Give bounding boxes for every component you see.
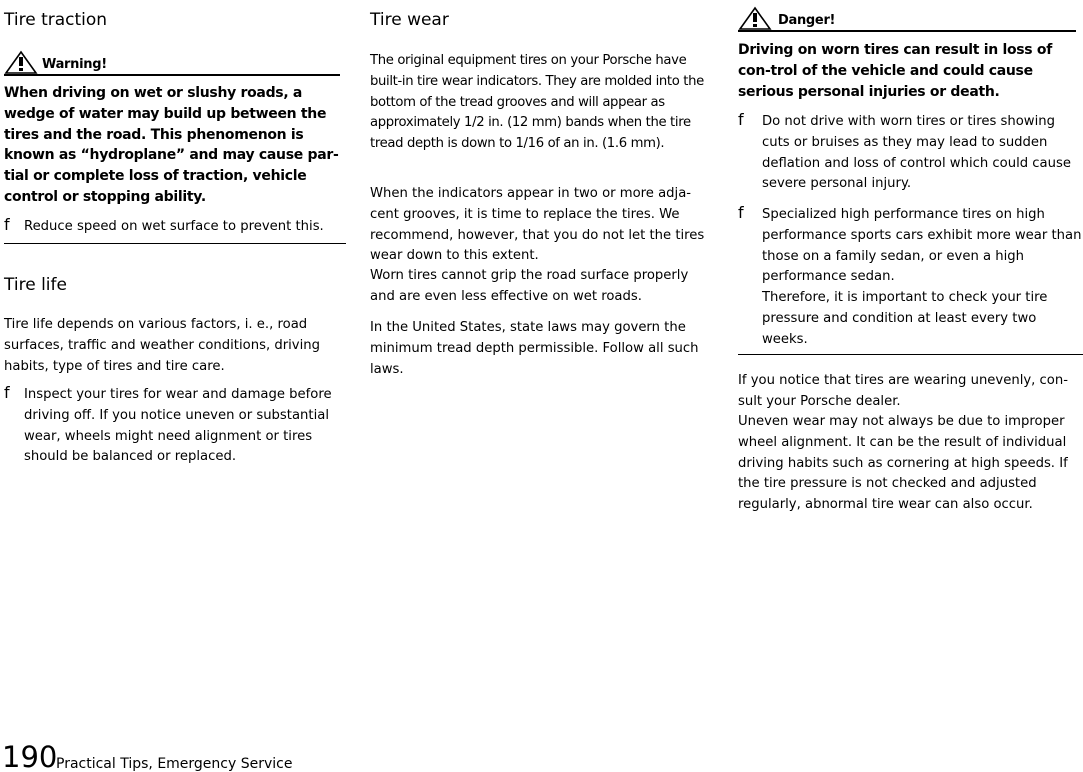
tire-wear-paragraph-2: When the indicators appear in two or more adja-cent grooves, it is time to replace the tires. We recommend, however, that you do not let the tires wear down to this extent.: [370, 186, 705, 264]
tire-life-paragraph: Tire life depends on various factors, i. e., road surfaces, traffic and weather conditions, driving habits, type of tires and tire care.: [4, 317, 320, 374]
warning-triangle-icon: [738, 6, 772, 30]
warning-header: [4, 50, 340, 76]
bullet-icon: f: [4, 383, 10, 402]
page-number: 190: [2, 740, 58, 772]
bullet-icon: f: [738, 110, 744, 129]
danger-bullet-2: [738, 205, 1083, 351]
bullet-icon: f: [4, 215, 10, 234]
tire-wear-paragraph-1: The original equipment tires on your Porsche have built-in tire wear indicators. They are molded into the bottom of the tread grooves and will appear as approximately 1/2 in. (12 mm) bands when the tire tread depth is down to 1/16 of an in. (1.6 mm).: [370, 53, 704, 152]
bullet-text: Inspect your tires for wear and damage before driving off. If you notice uneven or substantial wear, wheels might need alignment or tires should be balanced or replaced.: [24, 387, 332, 465]
warning-text: When driving on wet or slushy roads, a wedge of water may build up between the tires and the road. This phenomenon is known as “hydroplane” and may cause par-tial or complete loss of traction, vehicle control or stopping ability.: [4, 85, 339, 205]
heading-tire-life: Tire life: [4, 275, 67, 295]
uneven-wear-paragraph-2: Uneven wear may not always be due to improper wheel alignment. It can be the result of individual driving habits such as cornering at high speeds. If the tire pressure is not checked and adjusted regularly, abnormal tire wear can also occur.: [738, 414, 1068, 513]
warning-triangle-icon: [4, 50, 38, 74]
divider: [4, 243, 346, 244]
tire-life-bullet: [4, 385, 346, 468]
bullet-text: Reduce speed on wet surface to prevent this.: [24, 219, 324, 234]
bullet-text: Do not drive with worn tires or tires showing cuts or bruises as they may lead to sudden deflation and loss of control which could cause severe personal injury.: [762, 114, 1071, 192]
warning-label: Warning!: [42, 57, 107, 72]
tire-wear-paragraph-3: In the United States, state laws may govern the minimum tread depth permissible. Follow all such laws.: [370, 320, 699, 377]
danger-text: Driving on worn tires can result in loss of con-trol of the vehicle and could cause serious personal injuries or death.: [738, 42, 1053, 100]
section-title: Practical Tips, Emergency Service: [56, 756, 293, 772]
danger-bullet-1: [738, 112, 1083, 195]
divider: [738, 354, 1083, 355]
tire-wear-paragraph-2b: Worn tires cannot grip the road surface properly and are even less effective on wet roads.: [370, 268, 689, 304]
danger-label: Danger!: [778, 13, 836, 28]
heading-tire-traction: Tire traction: [4, 10, 108, 30]
bullet-text: Specialized high performance tires on high performance sports cars exhibit more wear than those on a family sedan, or even a high performance sedan.: [762, 207, 1082, 285]
danger-header: [738, 6, 1076, 32]
warning-bullet: [4, 217, 346, 238]
heading-tire-wear: Tire wear: [370, 10, 449, 30]
uneven-wear-paragraph-1: If you notice that tires are wearing unevenly, con-sult your Porsche dealer.: [738, 373, 1068, 409]
bullet-text-continued: Therefore, it is important to check your tire pressure and condition at least every two weeks.: [762, 290, 1048, 347]
bullet-icon: f: [738, 203, 744, 222]
